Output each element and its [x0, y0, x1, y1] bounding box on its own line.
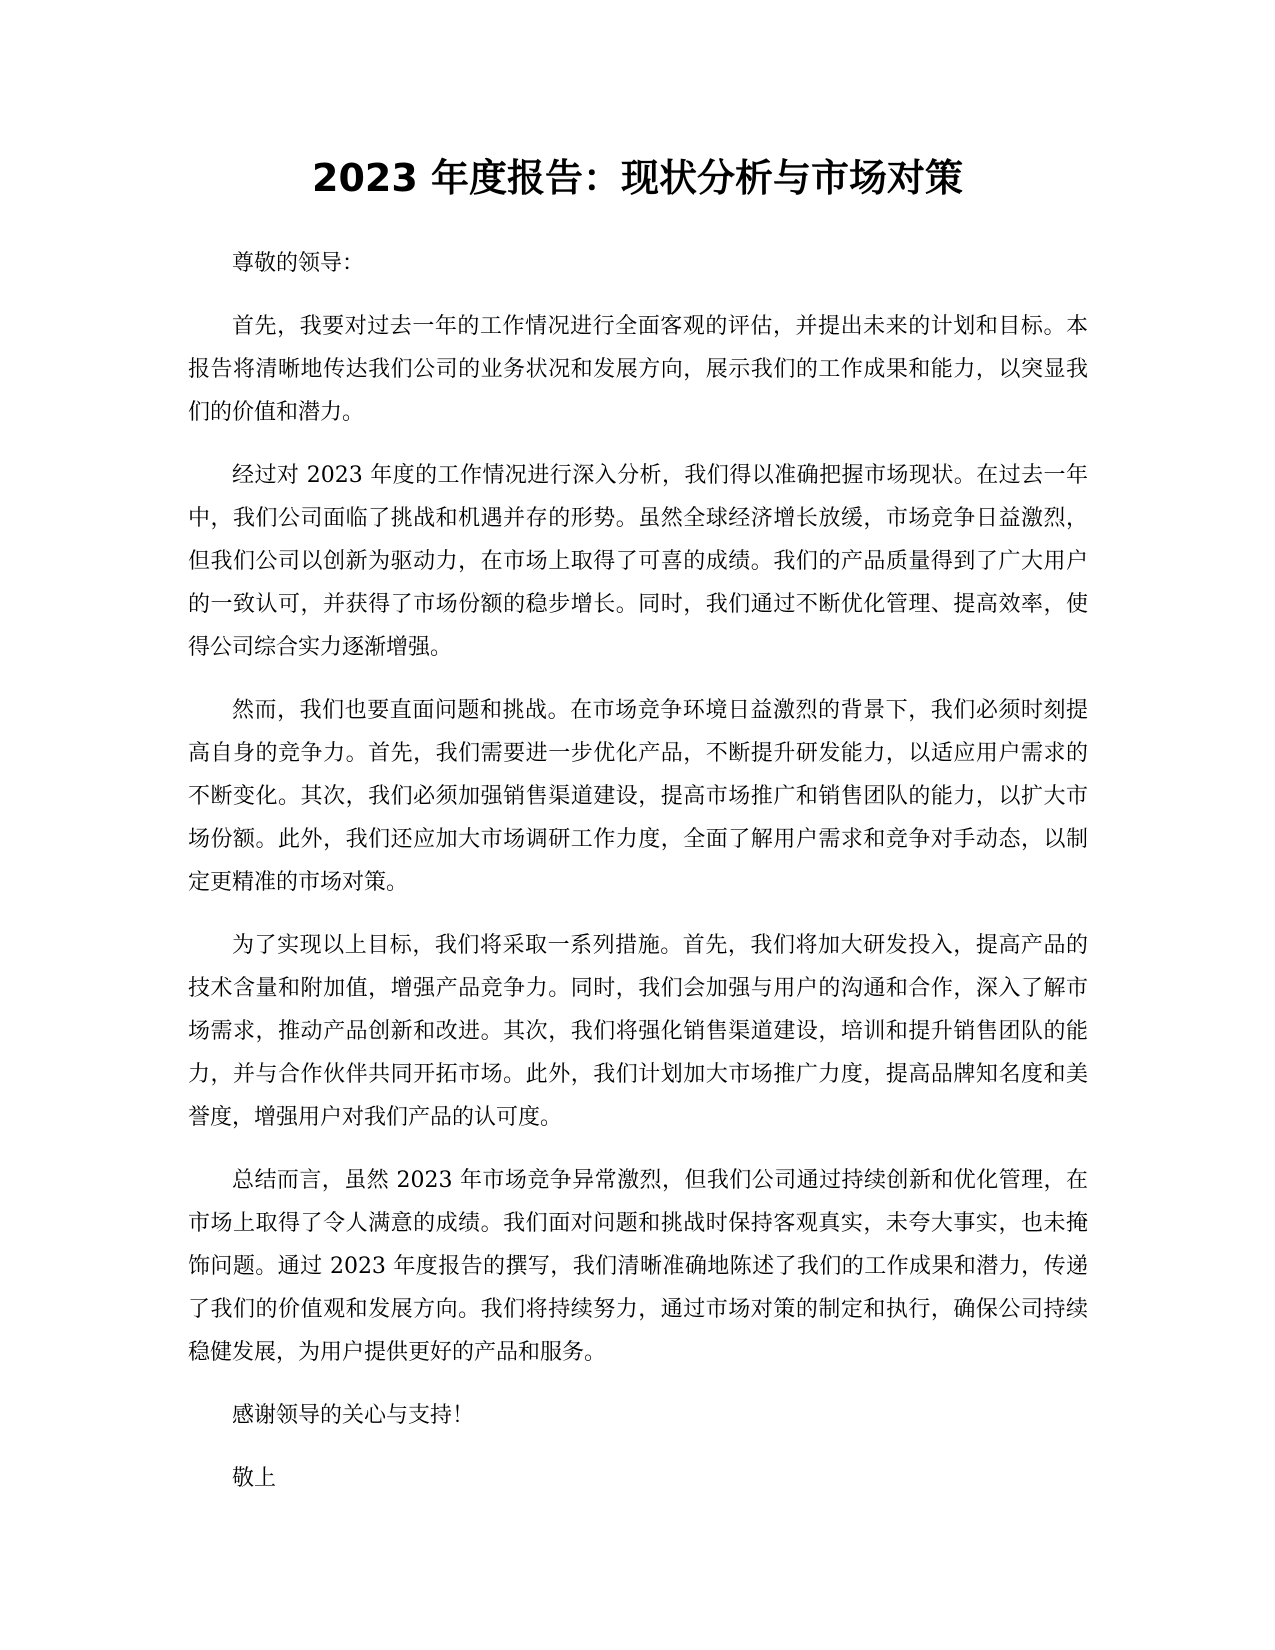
document-body — [188, 242, 1088, 1520]
closing-line: 敬上 — [232, 1466, 277, 1491]
salutation: 尊敬的领导： — [232, 251, 365, 276]
document-title: 2023 年度报告：现状分析与市场对策 — [312, 156, 963, 200]
paragraph-summary: 总结而言，虽然 2023 年市场竞争异常激烈，但我们公司通过持续创新和优化管理，在市场上取得了令人满意的成绩。我们面对问题和挑战时保持客观真实，未夸大事实，也未掩饰问题。通过 2023 年度报告的撰写，我们清晰准确地陈述了我们的工作成果和潜力，传递了我们的价值观和发展方向。我们将持续努力，通过市场对策的制定和执行，确保公司持续稳健发展，为用户提供更好的产品和服务。 — [188, 1168, 1088, 1365]
thanks-line: 感谢领导的关心与支持！ — [232, 1403, 475, 1428]
paragraph-challenges: 然而，我们也要直面问题和挑战。在市场竞争环境日益激烈的背景下，我们必须时刻提高自身的竞争力。首先，我们需要进一步优化产品，不断提升研发能力，以适应用户需求的不断变化。其次，我们必须加强销售渠道建设，提高市场推广和销售团队的能力，以扩大市场份额。此外，我们还应加大市场调研工作力度，全面了解用户需求和竞争对手动态，以制定更精准的市场对策。 — [188, 698, 1088, 895]
paragraph-measures: 为了实现以上目标，我们将采取一系列措施。首先，我们将加大研发投入，提高产品的技术含量和附加值，增强产品竞争力。同时，我们会加强与用户的沟通和合作，深入了解市场需求，推动产品创新和改进。其次，我们将强化销售渠道建设，培训和提升销售团队的能力，并与合作伙伴共同开拓市场。此外，我们计划加大市场推广力度，提高品牌知名度和美誉度，增强用户对我们产品的认可度。 — [188, 933, 1088, 1130]
paragraph-intro: 首先，我要对过去一年的工作情况进行全面客观的评估，并提出未来的计划和目标。本报告将清晰地传达我们公司的业务状况和发展方向，展示我们的工作成果和能力，以突显我们的价值和潜力。 — [188, 314, 1088, 425]
paragraph-analysis: 经过对 2023 年度的工作情况进行深入分析，我们得以准确把握市场现状。在过去一年中，我们公司面临了挑战和机遇并存的形势。虽然全球经济增长放缓，市场竞争日益激烈，但我们公司以创新为驱动力，在市场上取得了可喜的成绩。我们的产品质量得到了广大用户的一致认可，并获得了市场份额的稳步增长。同时，我们通过不断优化管理、提高效率，使得公司综合实力逐渐增强。 — [188, 463, 1088, 660]
